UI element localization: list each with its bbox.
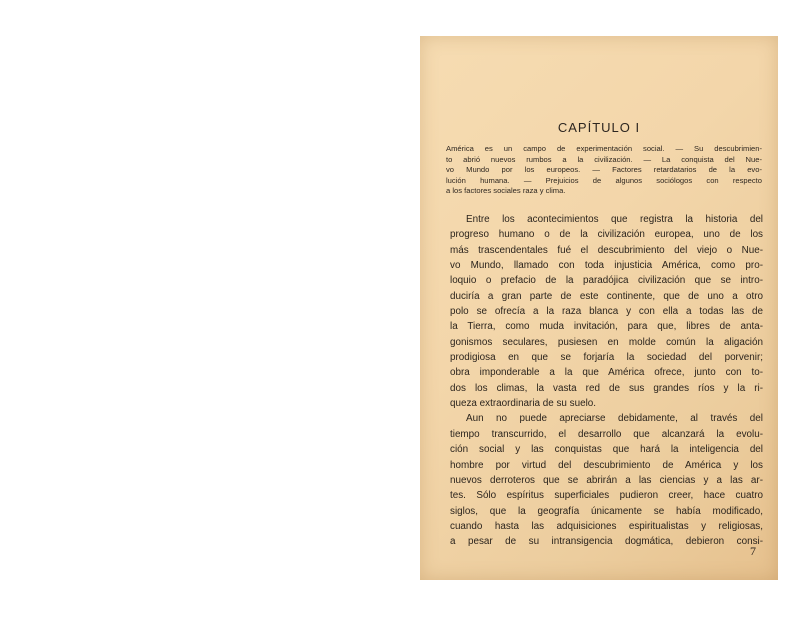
body-line: queza extraordinaria de su suelo. (450, 398, 597, 410)
chapter-heading: CAPÍTULO I (557, 120, 641, 135)
body-line: nuevos derroteros que se abrirán a las ciencias y a las ar- (450, 474, 763, 486)
book-page (420, 36, 778, 580)
body-line: dos los climas, la vasta red de sus grandes ríos y la ri- (450, 382, 763, 394)
summary-line: América es un campo de experimentación social. — Su descubrimien- (446, 144, 762, 153)
body-line: siglos, que la geografía únicamente se había modificado, (450, 505, 763, 517)
body-line: duciría a gran parte de este continente, que de uno a otro (450, 290, 763, 302)
body-line: hombre por virtud del descubrimiento de América y los (450, 459, 763, 471)
body-line: loquio o prefacio de la paradójica civilización que se intro- (450, 275, 763, 287)
summary-line: lución humana. — Prejuicios de algunos sociólogos con respecto (446, 175, 762, 185)
body-line: polo se ofrecía a la raza blanca y con ella a todas las de (450, 306, 763, 318)
body-line: obra imponderable a la que América ofrece, junto con to- (450, 367, 763, 379)
body-line: prodigiosa en que se forjaría la sociedad del porvenir; (450, 352, 763, 364)
summary-line: vo Mundo por los europeos. — Factores retardatarios de la evo- (446, 165, 762, 175)
page-number: 7 (750, 544, 756, 558)
body-line: la Tierra, como muda invitación, para que, libres de anta- (450, 321, 763, 333)
body-line: progreso humano o de la civilización europea, uno de los (450, 229, 763, 241)
body-line: tes. Sólo espíritus superficiales pudieron creer, hace cuatro (450, 490, 763, 502)
body-line: gonismos seculares, pusiesen en molde común la aligación (450, 336, 763, 348)
summary-line: a los factores sociales raza y clima. (446, 186, 566, 196)
body-line: ción social y las conquistas que hará la inteligencia del (450, 444, 763, 456)
summary-line: to abrió nuevos rumbos a la civilización. — La conquista del Nue- (446, 154, 762, 164)
body-line: tiempo transcurrido, el desarrollo que alcanzará la evolu- (450, 428, 763, 440)
body-text (450, 212, 763, 550)
body-line: cuando hasta las adquisiciones espiritualistas y religiosas, (450, 520, 763, 532)
body-line: vo Mundo, llamado con toda injusticia América, como pro- (450, 260, 763, 272)
body-line: Entre los acontecimientos que registra la historia del (466, 214, 763, 225)
body-line: a pesar de su intransigencia dogmática, debieron consi- (450, 536, 763, 548)
body-line: Aun no puede apreciarse debidamente, al través del (466, 413, 763, 425)
body-line: más trascendentales fué el descubrimiento del viejo o Nue- (450, 244, 763, 256)
chapter-summary (446, 144, 762, 197)
